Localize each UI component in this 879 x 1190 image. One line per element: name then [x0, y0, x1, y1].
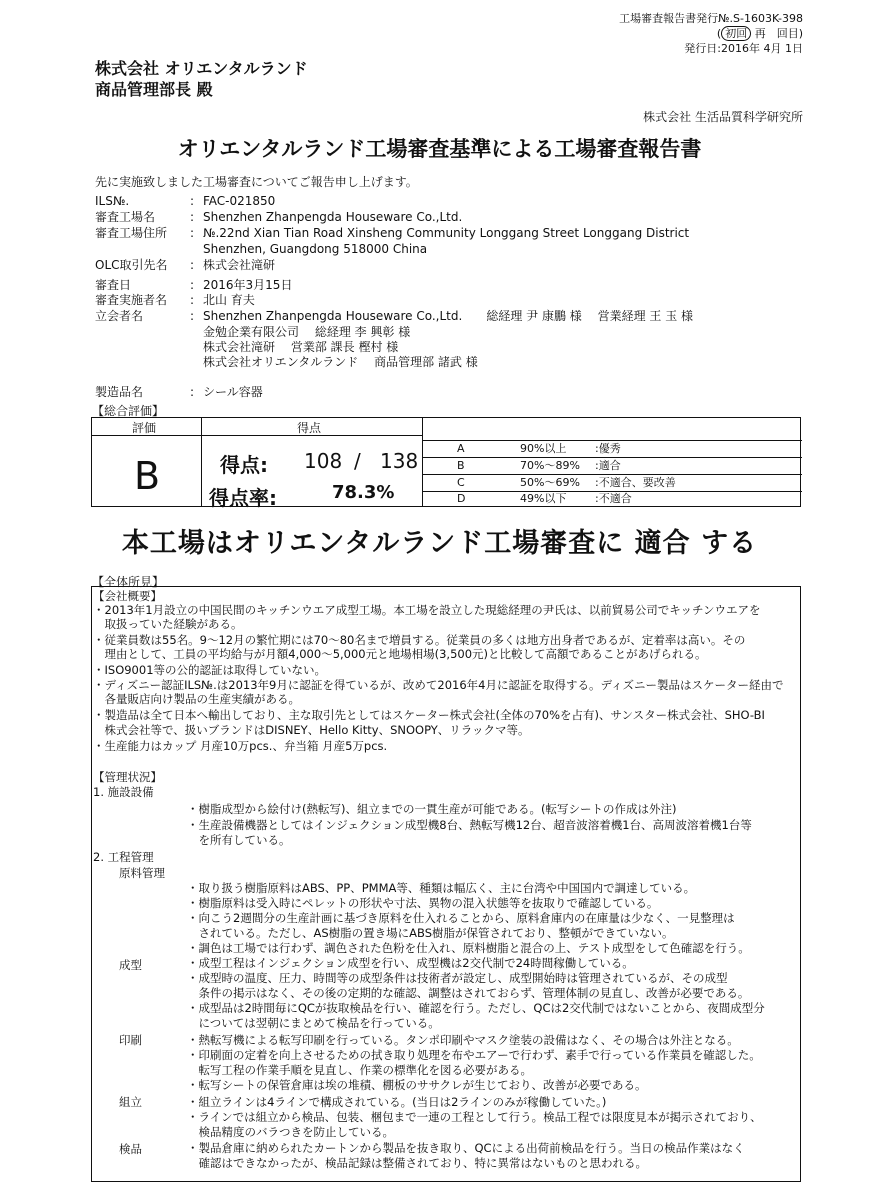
info-colon: :: [190, 293, 195, 307]
info-value: 北山 育夫: [203, 293, 255, 307]
info-value: Shenzhen, Guangdong 518000 China: [203, 242, 428, 256]
finding-line: 確認はできなかったが、検品記録は整備されており、特に異常はないものと思われる。: [187, 1156, 647, 1170]
finding-line: 各量販店向け製品の生産実績がある。: [93, 692, 300, 706]
scale-desc: :不適合、要改善: [595, 476, 676, 489]
info-label: ILS№.: [95, 194, 130, 208]
info-colon: :: [190, 226, 195, 240]
info-label: OLC取引先名: [95, 258, 168, 272]
finding-line: 株式会社等で、扱いブランドはDISNEY、Hello Kitty、SNOOPY、リラックマ等。: [93, 723, 530, 737]
issuer-name: 株式会社 生活品質科学研究所: [643, 110, 803, 124]
evaluation-table: [91, 417, 801, 510]
finding-line: ・ラインでは組立から検品、包装、梱包まで一連の工程として行う。検品工程では限度見本が掲示されており、: [187, 1110, 762, 1124]
evaluation-section-label: 【総合評価】: [92, 404, 165, 418]
overall-findings-box: [91, 586, 801, 1182]
finding-line: ・成型時の温度、圧力、時間等の成型条件は技術者が設定し、成型開始時は管理されているが、その成型: [187, 971, 728, 985]
finding-line: ・調色は工場では行わず、調色された色粉を仕入れ、原料樹脂と混合の上、テスト成型をして色確認を行う。: [187, 941, 750, 955]
finding-line: を所有している。: [187, 833, 291, 847]
info-value: №.22nd Xian Tian Road Xinsheng Community Longgang Street Longgang District: [203, 226, 690, 240]
section-heading: 1. 施設設備: [93, 785, 154, 799]
info-value: 2016年3月15日: [203, 278, 293, 292]
finding-line: ・樹脂成型から絵付け(熱転写)、組立までの一貫生産が可能である。(転写シートの作成は外注): [187, 802, 677, 816]
info-label: 審査日: [95, 278, 132, 292]
attendee: 株式会社滝研 営業部 課長 樫村 様: [203, 340, 399, 354]
section-heading: 2. 工程管理: [93, 850, 154, 864]
section-heading: 【管理状況】: [93, 770, 162, 784]
subsection-heading: 印刷: [119, 1033, 142, 1047]
edition-circled: 初回: [721, 26, 751, 41]
info-label: 審査工場住所: [95, 226, 168, 240]
info-value: Shenzhen Zhanpengda Houseware Co.,Ltd.: [203, 210, 463, 224]
intro-text: 先に実施致しました工場審査についてご報告申し上げます。: [95, 175, 418, 189]
info-colon: :: [190, 258, 195, 272]
finding-line: 転写工程の作業手順を見直し、作業の標準化を図る必要がある。: [187, 1063, 532, 1077]
info-label: 審査工場名: [95, 210, 156, 224]
subsection-heading: 成型: [119, 958, 142, 972]
recipient-department: 商品管理部長 殿: [95, 80, 213, 99]
info-colon: :: [190, 278, 195, 292]
attendee: 株式会社オリエンタルランド 商品管理部 諸武 様: [203, 355, 478, 369]
finding-line: ・生産能力はカップ 月産10万pcs.、弁当箱 月産5万pcs.: [93, 739, 388, 753]
info-label: 立会者名: [95, 309, 144, 323]
overall-findings-label: 【全体所見】: [92, 575, 165, 589]
info-colon: :: [190, 194, 195, 208]
edition-indicator: ( 初回 再 回目): [716, 27, 803, 40]
finding-line: されている。ただし、AS樹脂の置き場にABS樹脂が保管されており、整頓ができていない。: [187, 926, 674, 940]
table-divider: [422, 418, 423, 506]
finding-line: ・印刷面の定着を向上させるための拭き取り処理を布やエアーで行わず、素手で行っている作業員を確認した。: [187, 1048, 761, 1062]
info-label: 審査実施者名: [95, 293, 168, 307]
finding-line: ・樹脂原料は受入時にペレットの形状や寸法、異物の混入状態等を抜取りで確認している。: [187, 896, 659, 910]
finding-line: 条件の掲示はなく、その後の定期的な確認、調整はされておらず、管理体制の見直し、改善が必要である。: [187, 986, 750, 1000]
finding-line: ・生産設備機器としてはインジェクション成型機8台、熱転写機12台、超音波溶着機1台、高周波溶着機1台等: [187, 818, 752, 832]
finding-line: ・2013年1月設立の中国民間のキッチンウエア成型工場。本工場を設立した現総経理の尹氏は、以前貿易公司でキッチンウエアを: [93, 603, 761, 617]
audit-verdict: 本工場はオリエンタルランド工場審査に 適合 する: [121, 528, 758, 559]
table-divider: [422, 440, 802, 441]
max-score: 138: [380, 449, 419, 473]
finding-line: ・製品倉庫に納められたカートンから製品を抜き取り、QCによる出荷前検品を行う。当日の検品作業はなく: [187, 1141, 745, 1155]
grade-letter: B: [133, 454, 161, 498]
recipient-company: 株式会社 オリエンタルランド: [95, 59, 308, 78]
rate-value: 78.3%: [332, 482, 395, 503]
scale-desc: :不適合: [595, 492, 632, 505]
edition-rest: 再 回目): [754, 27, 803, 40]
finding-line: ・製造品は全て日本へ輸出しており、主な取引先としてはスケーター株式会社(全体の70%を占有)、サンスター株式会社、SHO-BI: [93, 708, 765, 722]
rate-label: 得点率:: [209, 486, 277, 510]
scale-grade: A: [457, 442, 465, 455]
finding-line: 理由として、工員の平均給与が月額4,000～5,000元と地場相場(3,500元)と比較して高額であることがあげられる。: [93, 647, 707, 661]
report-number: 工場審査報告書発行№.S-1603K-398: [619, 12, 803, 25]
finding-line: 取扱っていた経験がある。: [93, 617, 243, 631]
column-header-score: 得点: [297, 421, 322, 435]
info-value: FAC-021850: [203, 194, 276, 208]
info-colon: :: [190, 309, 195, 323]
table-divider: [422, 474, 802, 475]
scale-range: 49%以下: [520, 492, 567, 505]
scale-range: 70%～89%: [520, 459, 580, 472]
info-colon: :: [190, 210, 195, 224]
score-value: 108: [304, 449, 343, 473]
info-colon: :: [190, 385, 195, 399]
finding-line: ・取り扱う樹脂原料はABS、PP、PMMA等、種類は幅広く、主に台湾や中国国内で調達している。: [187, 881, 696, 895]
info-value: シール容器: [203, 385, 263, 399]
finding-line: 検品精度のバラつきを防止している。: [187, 1125, 394, 1139]
attendee: 金勉企業有限公司 総経理 李 興彰 様: [203, 325, 411, 339]
score-label: 得点:: [220, 453, 268, 477]
finding-line: ・成型品は2時間毎にQCが抜取検品を行い、確認を行う。ただし、QCは2交代制ではないことから、夜間成型分: [187, 1001, 765, 1015]
column-header-grade: 評価: [132, 421, 157, 435]
table-divider: [422, 457, 802, 458]
finding-line: については翌朝にまとめて検品を行っている。: [187, 1016, 440, 1030]
score-slash: /: [354, 449, 361, 473]
finding-line: ・転写シートの保管倉庫は埃の堆積、棚板のササクレが生じており、改善が必要である。: [187, 1078, 647, 1092]
scale-grade: B: [457, 459, 465, 472]
finding-line: ・組立ラインは4ラインで構成されている。(当日は2ラインのみが稼働していた。): [187, 1095, 607, 1109]
finding-line: ・成型工程はインジェクション成型を行い、成型機は2交代制で24時間稼働している。: [187, 956, 634, 970]
finding-line: ・ISO9001等の公的認証は取得していない。: [93, 663, 327, 677]
finding-line: ・ディズニー認証ILS№.は2013年9月に認証を得ているが、改めて2016年4月に認証を取得する。ディズニー製品はスケーター経由で: [93, 678, 784, 692]
subsection-heading: 組立: [119, 1095, 142, 1109]
scale-range: 50%～69%: [520, 476, 580, 489]
info-label: 製造品名: [95, 385, 144, 399]
scale-desc: :優秀: [595, 442, 621, 455]
scale-range: 90%以上: [520, 442, 567, 455]
scale-desc: :適合: [595, 459, 621, 472]
subsection-heading: 検品: [119, 1142, 142, 1156]
finding-line: ・従業員数は55名。9～12月の繁忙期には70～80名まで増員する。従業員の多くは地方出身者であるが、定着率は高い。その: [93, 633, 746, 647]
info-value: 株式会社滝研: [203, 258, 276, 272]
attendee: Shenzhen Zhanpengda Houseware Co.,Ltd. 総経理 尹 康鵬 様 営業経理 王 玉 様: [203, 309, 694, 323]
issue-date: 発行日:2016年 4月 1日: [684, 42, 803, 55]
section-heading: 【会社概要】: [93, 589, 162, 603]
finding-line: ・熱転写機による転写印刷を行っている。タンポ印刷やマスク塗装の設備はなく、その場合は外注となる。: [187, 1033, 739, 1047]
scale-grade: D: [457, 492, 466, 505]
scale-grade: C: [457, 476, 465, 489]
finding-line: ・向こう2週間分の生産計画に基づき原料を仕入れることから、原料倉庫内の在庫量は少なく、一見整理は: [187, 911, 735, 925]
subsection-heading: 原料管理: [119, 866, 165, 880]
document-title: オリエンタルランド工場審査基準による工場審査報告書: [177, 137, 702, 161]
